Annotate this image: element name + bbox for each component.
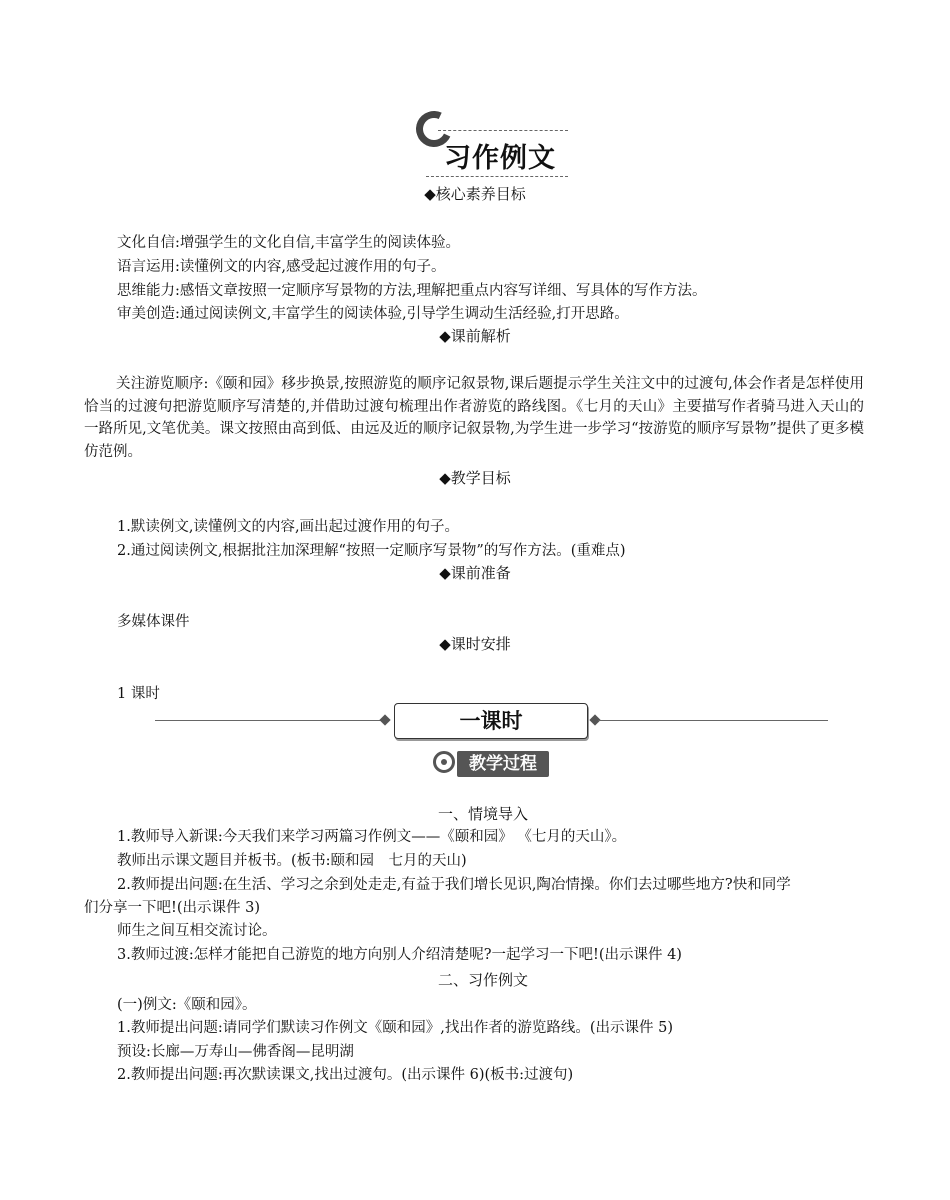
goal-line-1: 1.默读例文,读懂例文的内容,画出起过渡作用的句子。	[117, 519, 460, 535]
section-core-label: ◆核心素养目标	[424, 185, 526, 203]
divider-dot-left-icon	[379, 714, 390, 725]
lesson-divider-left	[155, 720, 385, 721]
part1-title: 一、情境导入	[437, 805, 528, 823]
target-icon	[433, 751, 455, 773]
prep-text: 多媒体课件	[117, 614, 190, 630]
core-line-language: 语言运用:读懂例文的内容,感受起过渡作用的句子。	[117, 259, 446, 275]
title-dash-top	[438, 130, 568, 131]
section-goals-label: ◆教学目标	[439, 469, 511, 487]
part1-line-5: 师生之间互相交流讨论。	[117, 923, 277, 939]
goal-line-2: 2.通过阅读例文,根据批注加深理解“按照一定顺序写景物”的写作方法。(重难点)	[117, 543, 626, 559]
part1-line-4: 们分享一下吧!(出示课件 3)	[84, 900, 260, 916]
part1-line-2: 教师出示课文题目并板书。(板书:颐和园 七月的天山)	[117, 853, 467, 869]
core-line-aesthetic: 审美创造:通过阅读例文,丰富学生的阅读体验,引导学生调动生活经验,打开思路。	[117, 306, 629, 322]
lesson-divider-right	[598, 720, 828, 721]
part2-line-2: 1.教师提出问题:请同学们默读习作例文《颐和园》,找出作者的游览路线。(出示课件 5)	[117, 1020, 673, 1036]
part2-title: 二、习作例文	[437, 971, 528, 989]
process-badge: 教学过程	[457, 751, 549, 777]
part2-line-3: 预设:长廊—万寿山—佛香阁—昆明湖	[117, 1044, 354, 1060]
lesson-box: 一课时	[394, 703, 588, 739]
part1-line-6: 3.教师过渡:怎样才能把自己游览的地方向别人介绍清楚呢?一起学习一下吧!(出示课件 4)	[117, 947, 682, 963]
section-prep-label: ◆课前准备	[439, 564, 511, 582]
part2-line-4: 2.教师提出问题:再次默读课文,找出过渡句。(出示课件 6)(板书:过渡句)	[117, 1067, 574, 1083]
analysis-paragraph: 关注游览顺序:《颐和园》移步换景,按照游览的顺序记叙景物,课后题提示学生关注文中的过渡句,体会作者是怎样使用恰当的过渡句把游览顺序写清楚的,并借助过渡句梳理出作者游览的路线图。《七月的天山》主要描写作者骑马进入天山的一路所见,文笔优美。课文按照由高到低、由远及近的顺序记叙景物,为学生进一步学习“按游览的顺序写景物”提供了更多模仿范例。	[84, 376, 864, 460]
schedule-text: 1 课时	[117, 686, 160, 702]
section-schedule-label: ◆课时安排	[439, 635, 511, 653]
core-line-culture: 文化自信:增强学生的文化自信,丰富学生的阅读体验。	[117, 235, 460, 251]
section-analysis-label: ◆课前解析	[439, 327, 511, 345]
core-line-thinking: 思维能力:感悟文章按照一定顺序写景物的方法,理解把重点内容写详细、写具体的写作方法。	[117, 283, 707, 299]
page-title: 习作例文	[444, 143, 556, 174]
part2-line-1: (一)例文:《颐和园》。	[117, 997, 257, 1013]
part1-line-3: 2.教师提出问题:在生活、学习之余到处走走,有益于我们增长见识,陶冶情操。你们去过哪些地方?快和同学	[117, 877, 791, 893]
title-dash-bottom	[426, 176, 568, 177]
part1-line-1: 1.教师导入新课:今天我们来学习两篇习作例文——《颐和园》 《七月的天山》。	[117, 829, 627, 845]
